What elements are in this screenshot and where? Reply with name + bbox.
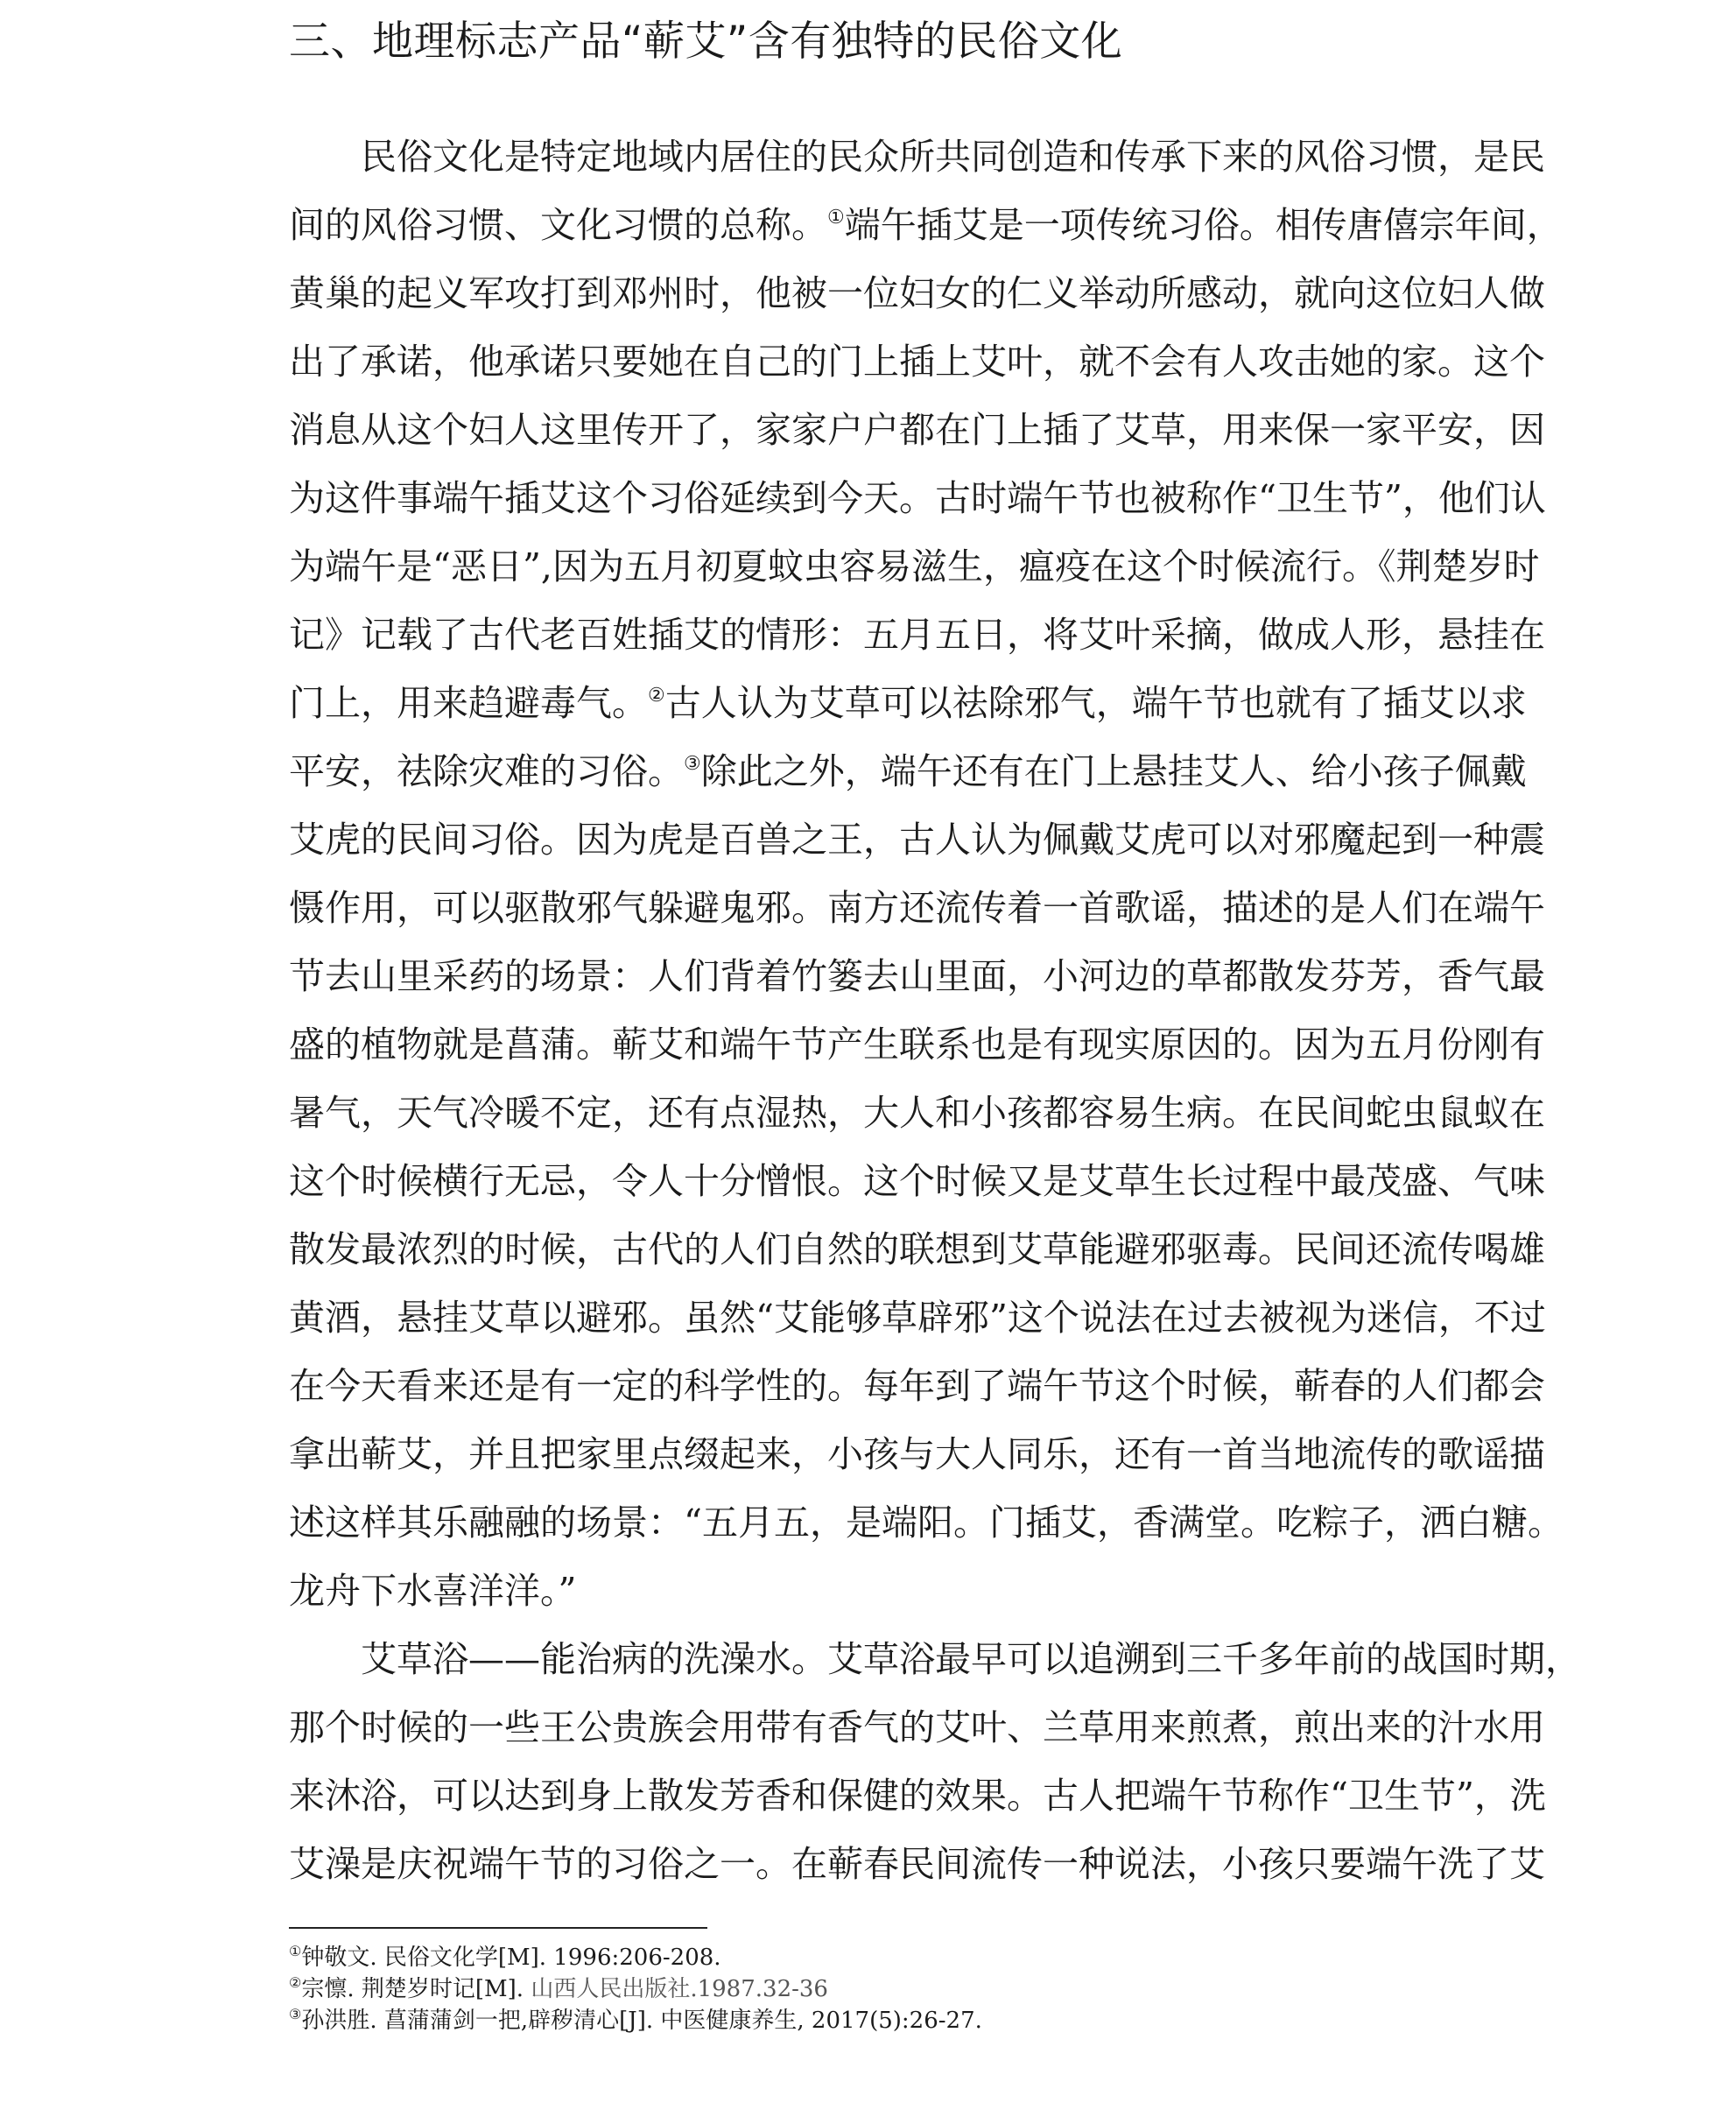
footnote-3: ③孙洪胜. 菖蒲蒲剑一把,辟秽清心[J]. 中医健康养生, 2017(5):26-27. xyxy=(289,2006,982,2034)
footnote-ref: ① xyxy=(827,207,845,229)
text-line: 黄酒，悬挂艾草以避邪。虽然“艾能够草辟邪”这个说法在过去被视为迷信，不过 xyxy=(289,1297,1546,1339)
text-line: 黄巢的起义军攻打到邓州时，他被一位妇女的仁义举动所感动，就向这位妇人做 xyxy=(289,272,1545,314)
footnote-2: ②宗懔. 荆楚岁时记[M]. 山西人民出版社.1987.32-36 xyxy=(289,1974,828,2002)
text-line: 慑作用，可以驱散邪气躲避鬼邪。南方还流传着一首歌谣，描述的是人们在端午 xyxy=(289,887,1545,929)
footnote-ref: ③ xyxy=(684,753,701,775)
text-line: 暑气，天气冷暖不定，还有点湿热，大人和小孩都容易生病。在民间蛇虫鼠蚁在 xyxy=(289,1092,1545,1134)
text-line: 拿出蕲艾，并且把家里点缀起来，小孩与大人同乐，还有一首当地流传的歌谣描 xyxy=(289,1433,1545,1475)
section-heading: 三、地理标志产品“蕲艾”含有独特的民俗文化 xyxy=(289,18,1123,66)
text-line: 盛的植物就是菖蒲。蕲艾和端午节产生联系也是有现实原因的。因为五月份刚有 xyxy=(289,1023,1545,1066)
text-line: 民俗文化是特定地域内居住的民众所共同创造和传承下来的风俗习惯，是民 xyxy=(361,136,1545,178)
text-line: 艾草浴——能治病的洗澡水。艾草浴最早可以追溯到三千多年前的战国时期， xyxy=(361,1638,1581,1680)
text-line: 这个时候横行无忌，令人十分憎恨。这个时候又是艾草生长过程中最茂盛、气味 xyxy=(289,1160,1545,1202)
text-line: 艾澡是庆祝端午节的习俗之一。在蕲春民间流传一种说法，小孩只要端午洗了艾 xyxy=(289,1843,1545,1885)
footnote-ref: ② xyxy=(648,685,665,707)
footnote-1: ①钟敬文. 民俗文化学[M]. 1996:206-208. xyxy=(289,1943,721,1971)
text-line: 出了承诺，他承诺只要她在自己的门上插上艾叶，就不会有人攻击她的家。这个 xyxy=(289,341,1545,383)
text-line: 散发最浓烈的时候，古代的人们自然的联想到艾草能避邪驱毒。民间还流传喝雄 xyxy=(289,1228,1545,1270)
text-line: 为这件事端午插艾这个习俗延续到今天。古时端午节也被称作“卫生节”，他们认 xyxy=(289,477,1546,519)
text-line: 那个时候的一些王公贵族会用带有香气的艾叶、兰草用来煎煮，煎出来的汁水用 xyxy=(289,1706,1545,1748)
text-line: 门上，用来趋避毒气。②古人认为艾草可以祛除邪气，端午节也就有了插艾以求 xyxy=(289,682,1527,724)
text-line: 消息从这个妇人这里传开了，家家户户都在门上插了艾草，用来保一家平安，因 xyxy=(289,409,1545,451)
footnote-divider xyxy=(289,1927,707,1929)
text-line: 艾虎的民间习俗。因为虎是百兽之王，古人认为佩戴艾虎可以对邪魔起到一种震 xyxy=(289,819,1545,861)
text-line: 来沐浴，可以达到身上散发芳香和保健的效果。古人把端午节称作“卫生节”，洗 xyxy=(289,1775,1546,1817)
text-line: 为端午是“恶日”,因为五月初夏蚊虫容易滋生，瘟疫在这个时候流行。《荆楚岁时 xyxy=(289,545,1540,587)
text-line: 节去山里采药的场景：人们背着竹篓去山里面，小河边的草都散发芬芳，香气最 xyxy=(289,955,1545,997)
text-line: 述这样其乐融融的场景：“五月五，是端阳。门插艾，香满堂。吃粽子，洒白糖。 xyxy=(289,1502,1564,1544)
text-line: 在今天看来还是有一定的科学性的。每年到了端午节这个时候，蕲春的人们都会 xyxy=(289,1365,1545,1407)
text-line: 间的风俗习惯、文化习惯的总称。①端午插艾是一项传统习俗。相传唐僖宗年间， xyxy=(289,204,1563,246)
text-line: 龙舟下水喜洋洋。” xyxy=(289,1570,577,1612)
text-line: 记》记载了古代老百姓插艾的情形：五月五日，将艾叶采摘，做成人形，悬挂在 xyxy=(289,614,1545,656)
text-line: 平安，祛除灾难的习俗。③除此之外，端午还有在门上悬挂艾人、给小孩子佩戴 xyxy=(289,750,1527,792)
